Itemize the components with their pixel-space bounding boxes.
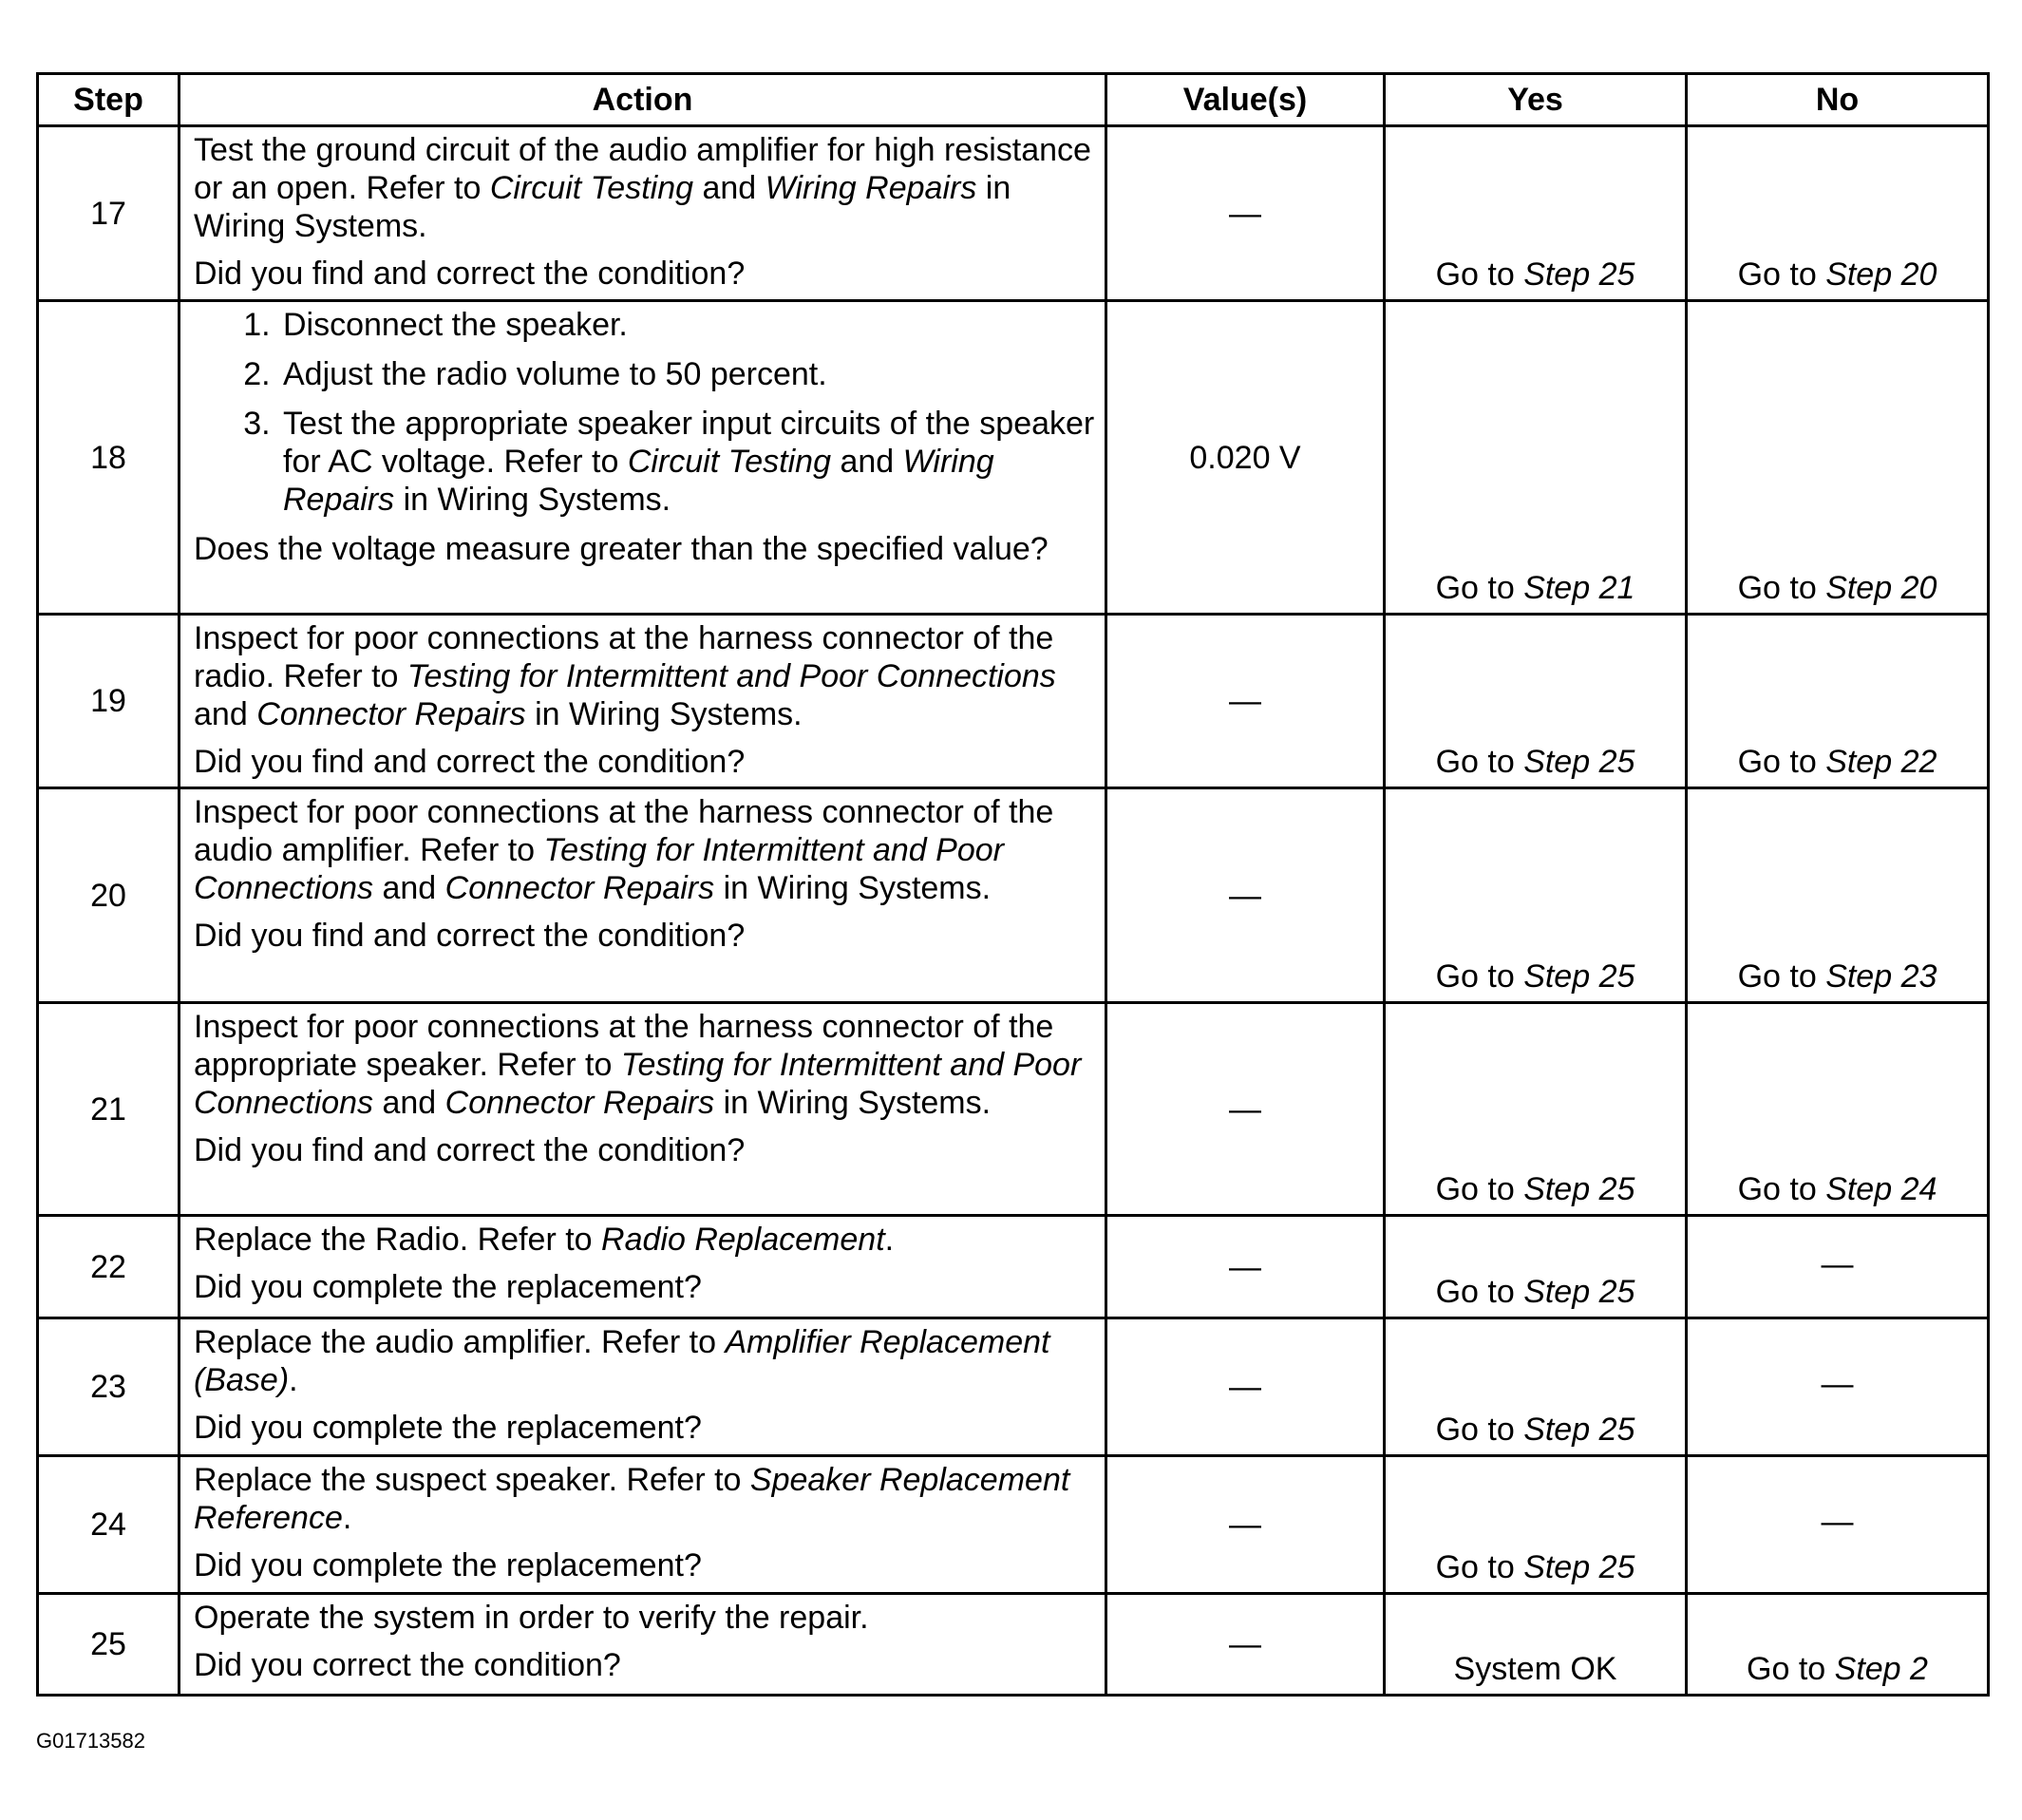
action-instruction <box>194 1461 1095 1537</box>
reference-text: Step 25 <box>1523 744 1635 780</box>
no-cell <box>1687 301 1989 615</box>
header-step: Step <box>38 74 180 126</box>
value-cell: — <box>1106 788 1385 1003</box>
action-text: in Wiring Systems. <box>714 1085 992 1121</box>
reference-text: Step 22 <box>1825 744 1937 780</box>
action-text: Go to <box>1435 744 1524 780</box>
action-steps-list <box>194 306 1095 519</box>
reference-text: Step 25 <box>1523 958 1635 995</box>
action-step-item <box>279 306 1095 344</box>
table-row <box>38 126 1989 301</box>
action-question: Did you find and correct the condition? <box>194 918 746 954</box>
table-row <box>38 788 1989 1003</box>
reference-text: Connector Repairs <box>444 870 715 906</box>
header-action: Action <box>180 74 1106 126</box>
action-question: Did you complete the replacement? <box>194 1269 702 1305</box>
reference-text: Step 23 <box>1825 958 1937 995</box>
action-question: Did you complete the replacement? <box>194 1547 702 1583</box>
table-body <box>38 126 1989 1696</box>
action-cell <box>180 788 1106 1003</box>
table-row <box>38 1003 1989 1216</box>
table-row <box>38 1594 1989 1696</box>
action-text: in Wiring Systems. <box>194 170 1011 244</box>
no-cell <box>1687 1456 1989 1594</box>
step-number: 21 <box>38 1003 180 1216</box>
value-cell: 0.020 V <box>1106 301 1385 615</box>
reference-text: Step 25 <box>1523 256 1635 293</box>
yes-cell <box>1385 1594 1687 1696</box>
action-question: Does the voltage measure greater than the specified value? <box>194 531 1049 567</box>
header-yes: Yes <box>1385 74 1687 126</box>
action-text: and <box>373 1085 445 1121</box>
table-row <box>38 1318 1989 1456</box>
value-cell: — <box>1106 1003 1385 1216</box>
action-question: Did you correct the condition? <box>194 1647 621 1683</box>
reference-text: Step 25 <box>1523 1412 1635 1448</box>
action-text: Go to <box>1737 958 1826 995</box>
action-instruction <box>194 1221 1095 1259</box>
action-instruction <box>194 1323 1095 1399</box>
action-text: Go to <box>1435 958 1524 995</box>
yes-cell <box>1385 126 1687 301</box>
action-text: Replace the Radio. Refer to <box>194 1222 602 1258</box>
action-text: . <box>289 1362 298 1398</box>
action-instruction <box>194 1008 1095 1122</box>
reference-text: Testing for Intermittent and Poor Connections <box>194 1047 1082 1121</box>
no-cell <box>1687 1594 1989 1696</box>
action-text: Go to <box>1737 570 1826 606</box>
no-cell <box>1687 788 1989 1003</box>
table-row <box>38 301 1989 615</box>
action-text: Test the ground circuit of the audio amplifier for high resistance or an open. Refer to <box>194 132 1091 206</box>
reference-text: Step 21 <box>1523 570 1635 606</box>
action-instruction <box>194 793 1095 907</box>
reference-text: Step 20 <box>1825 570 1937 606</box>
no-cell <box>1687 126 1989 301</box>
reference-text: Radio Replacement <box>601 1222 885 1258</box>
action-instruction <box>194 619 1095 733</box>
value-cell: — <box>1106 1594 1385 1696</box>
header-row <box>38 74 1989 126</box>
value-cell: — <box>1106 126 1385 301</box>
reference-text: Step 20 <box>1825 256 1937 293</box>
action-text: Go to <box>1435 570 1524 606</box>
yes-cell <box>1385 1318 1687 1456</box>
value-cell: — <box>1106 1456 1385 1594</box>
action-text: Disconnect the speaker. <box>283 307 628 343</box>
action-text: Go to <box>1435 1274 1524 1310</box>
action-text: Go to <box>1435 1412 1524 1448</box>
reference-text: Step 25 <box>1523 1171 1635 1207</box>
reference-text: Step 25 <box>1523 1274 1635 1310</box>
figure-id: G01713582 <box>36 1729 145 1753</box>
reference-text: Step 24 <box>1825 1171 1937 1207</box>
action-text: Go to <box>1435 256 1524 293</box>
action-text: Inspect for poor connections at the harness connector of the audio amplifier. Refer to <box>194 794 1054 868</box>
step-number: 22 <box>38 1216 180 1318</box>
action-step-item <box>279 355 1095 393</box>
step-number: 25 <box>38 1594 180 1696</box>
no-cell <box>1687 1318 1989 1456</box>
action-text: and <box>194 696 257 732</box>
step-number: 17 <box>38 126 180 301</box>
diagnostic-table <box>36 72 1990 1697</box>
action-text: Inspect for poor connections at the harness connector of the radio. Refer to <box>194 620 1054 694</box>
value-cell: — <box>1106 615 1385 788</box>
action-cell <box>180 301 1106 615</box>
action-text: in Wiring Systems. <box>525 696 803 732</box>
reference-text: Connector Repairs <box>256 696 526 732</box>
value-cell: — <box>1106 1216 1385 1318</box>
action-text: Go to <box>1737 256 1826 293</box>
action-cell <box>180 1318 1106 1456</box>
no-cell <box>1687 615 1989 788</box>
no-cell <box>1687 1003 1989 1216</box>
action-text: Go to <box>1737 744 1826 780</box>
action-question: Did you find and correct the condition? <box>194 1132 746 1168</box>
action-cell <box>180 1594 1106 1696</box>
header-no: No <box>1687 74 1989 126</box>
reference-text: Amplifier Replacement (Base) <box>194 1324 1050 1398</box>
action-text: — <box>1821 1366 1854 1402</box>
action-question: Did you complete the replacement? <box>194 1410 702 1446</box>
action-question: Did you find and correct the condition? <box>194 256 746 292</box>
step-number: 24 <box>38 1456 180 1594</box>
value-cell: — <box>1106 1318 1385 1456</box>
action-text: Adjust the radio volume to 50 percent. <box>283 356 827 392</box>
action-text: Test the appropriate speaker input circuits of the speaker for AC voltage. Refer to <box>283 406 1095 480</box>
action-text: — <box>1821 1245 1854 1282</box>
no-cell <box>1687 1216 1989 1318</box>
action-text: Go to <box>1435 1171 1524 1207</box>
action-cell <box>180 615 1106 788</box>
action-text: and <box>373 870 445 906</box>
action-text: and <box>693 170 765 206</box>
action-text: Go to <box>1747 1651 1835 1687</box>
yes-cell <box>1385 788 1687 1003</box>
step-number: 19 <box>38 615 180 788</box>
reference-text: Circuit Testing <box>627 444 832 480</box>
yes-cell <box>1385 1456 1687 1594</box>
reference-text: Wiring Repairs <box>283 444 994 518</box>
step-number: 18 <box>38 301 180 615</box>
step-number: 20 <box>38 788 180 1003</box>
table-row <box>38 615 1989 788</box>
action-instruction <box>194 131 1095 245</box>
action-text: and <box>831 444 903 480</box>
action-text: Operate the system in order to verify the repair. <box>194 1600 869 1636</box>
reference-text: Step 2 <box>1834 1651 1928 1687</box>
action-cell <box>180 1216 1106 1318</box>
yes-cell <box>1385 301 1687 615</box>
yes-cell <box>1385 1216 1687 1318</box>
action-text: Replace the suspect speaker. Refer to <box>194 1462 750 1498</box>
action-text: Go to <box>1435 1549 1524 1585</box>
action-text: . <box>342 1500 352 1536</box>
action-text: Go to <box>1737 1171 1826 1207</box>
action-cell <box>180 1456 1106 1594</box>
reference-text: Wiring Repairs <box>765 170 977 206</box>
action-text: — <box>1821 1504 1854 1540</box>
action-text: System OK <box>1453 1651 1617 1687</box>
reference-text: Testing for Intermittent and Poor Connections <box>406 658 1056 694</box>
header-values: Value(s) <box>1106 74 1385 126</box>
action-text: in Wiring Systems. <box>394 482 671 518</box>
reference-text: Step 25 <box>1523 1549 1635 1585</box>
reference-text: Testing for Intermittent and Poor Connections <box>194 832 1004 906</box>
action-instruction <box>194 1599 1095 1637</box>
table-row <box>38 1456 1989 1594</box>
action-text: in Wiring Systems. <box>714 870 992 906</box>
table-row <box>38 1216 1989 1318</box>
action-text: Inspect for poor connections at the harness connector of the appropriate speaker. Refer to <box>194 1009 1054 1083</box>
step-number: 23 <box>38 1318 180 1456</box>
reference-text: Connector Repairs <box>444 1085 715 1121</box>
action-step-item <box>279 405 1095 519</box>
reference-text: Speaker Replacement Reference <box>194 1462 1070 1536</box>
reference-text: Circuit Testing <box>489 170 694 206</box>
yes-cell <box>1385 1003 1687 1216</box>
action-cell <box>180 1003 1106 1216</box>
yes-cell <box>1385 615 1687 788</box>
action-cell <box>180 126 1106 301</box>
action-question: Did you find and correct the condition? <box>194 744 746 780</box>
action-text: Replace the audio amplifier. Refer to <box>194 1324 726 1360</box>
action-text: . <box>884 1222 895 1258</box>
